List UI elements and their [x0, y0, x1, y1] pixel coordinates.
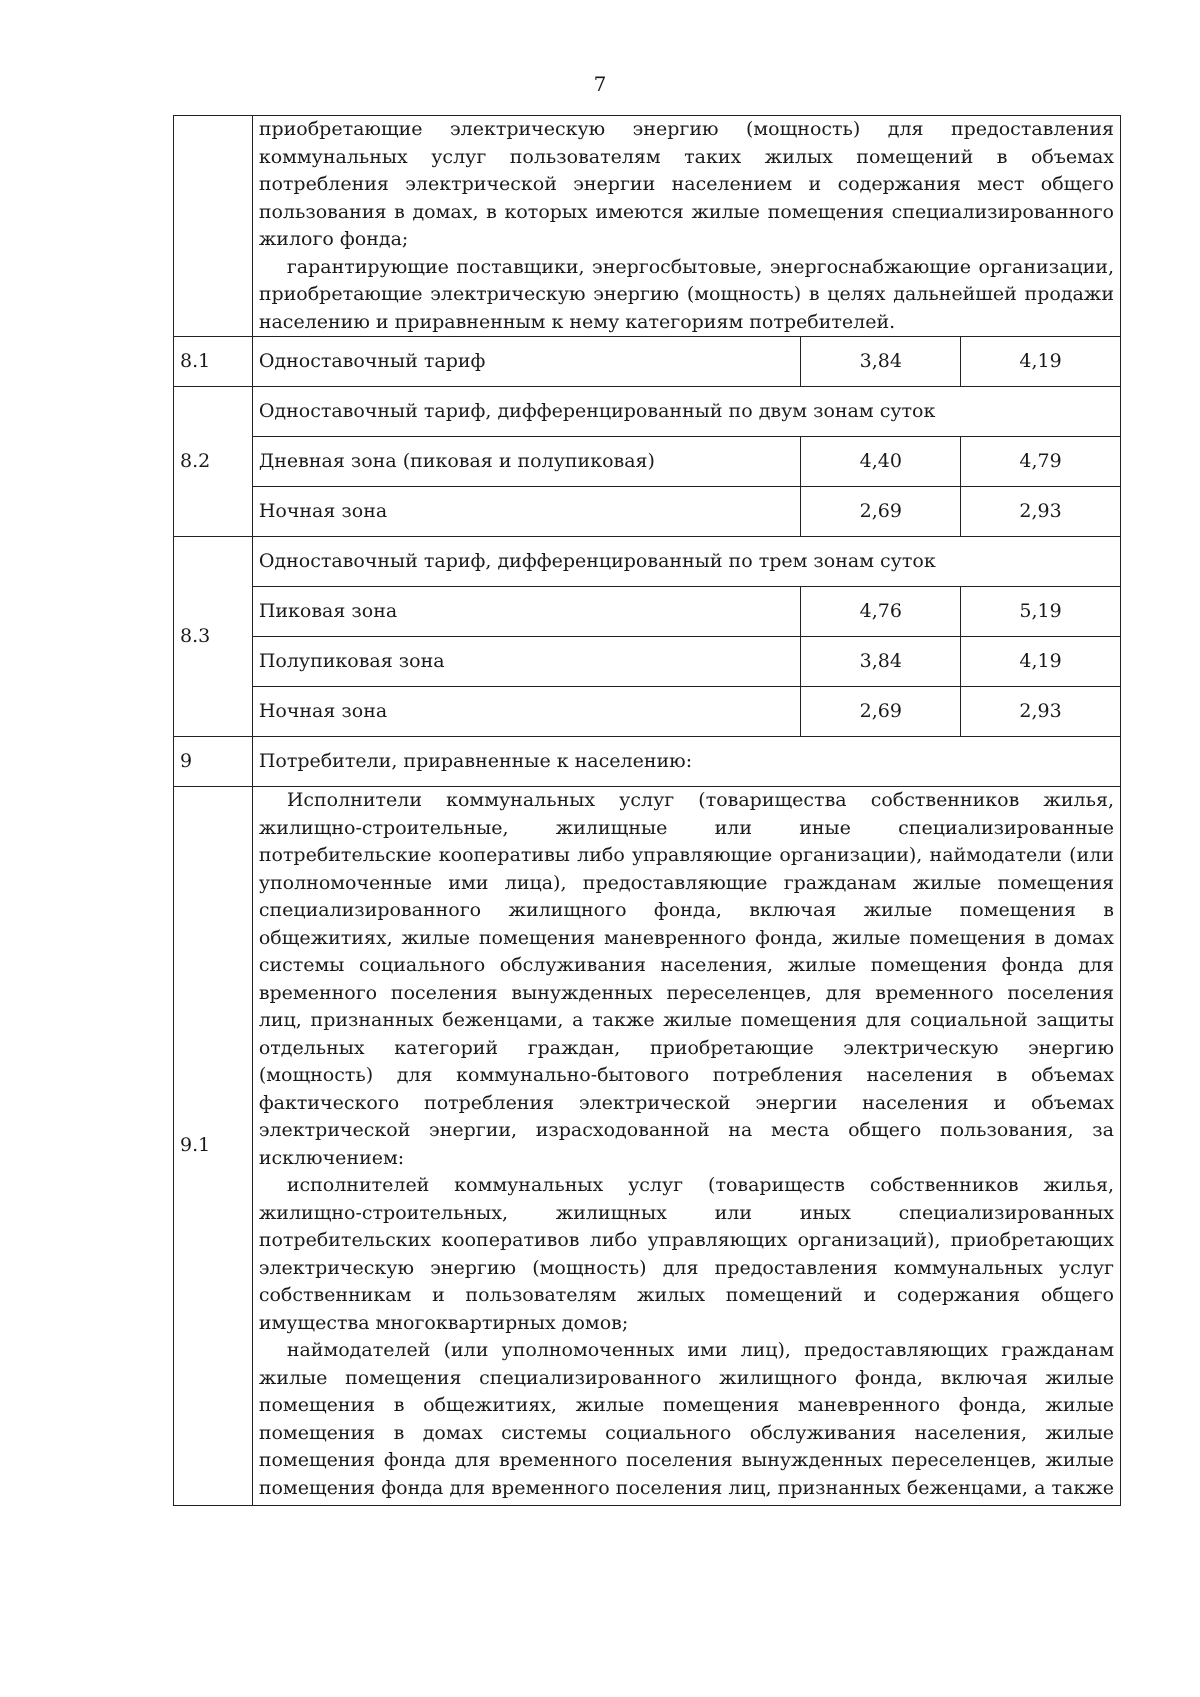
value-cell: 4,40: [801, 437, 961, 487]
value-cell: 5,19: [961, 587, 1121, 637]
table-row: [174, 116, 1121, 337]
row-label: Одноставочный тариф: [252, 337, 801, 387]
section-paragraph: наймодателей (или уполномоченных ими лиц), предоставляющих гражданам жилые помещения специализированного жилищного фонда, включая жилые помещения в общежитиях, жилые помещения маневренного фонда, жилые помещения в домах системы социального обслуживания населения, жилые помещения фонда для временного поселения вынужденных переселенцев, жилые помещения фонда для временного поселения лиц, признанных беженцами, а также: [258, 1339, 1114, 1499]
table-row: [174, 637, 1121, 687]
zone-label: Полупиковая зона: [252, 637, 801, 687]
zone-label: Ночная зона: [252, 487, 801, 537]
value-cell: 4,79: [961, 437, 1121, 487]
table-row: [174, 487, 1121, 537]
row-number: 8.2: [174, 387, 253, 537]
page-number: 7: [593, 72, 607, 96]
value-cell: 3,84: [801, 637, 961, 687]
table-row: [174, 587, 1121, 637]
value-cell: 2,69: [801, 687, 961, 737]
table-row: [174, 337, 1121, 387]
row-number: 9: [174, 737, 253, 787]
intro-paragraph: гарантирующие поставщики, энергосбытовые, энергоснабжающие организации, приобретающие электрическую энергию (мощность) в целях дальнейшей продажи населению и приравненным к нему категориям потребителей.: [258, 255, 1114, 333]
section-paragraph: исполнителей коммунальных услуг (товариществ собственников жилья, жилищно-строительных, жилищных или иных специализированных потребительских кооперативов либо управляющих организаций), приобретающих электрическую энергию (мощность) для предоставления коммунальных услуг собственникам и пользователям жилых помещений и содержания общего имущества многоквартирных домов;: [258, 1174, 1114, 1334]
row-label: Одноставочный тариф, дифференцированный по трем зонам суток: [252, 537, 1120, 587]
row-number: 9.1: [174, 787, 253, 1506]
intro-paragraph: приобретающие электрическую энергию (мощность) для предоставления коммунальных услуг пользователям таких жилых помещений в объемах потребления электрической энергии населением и содержания мест общего пользования в домах, в которых имеются жилые помещения специализированного жилого фонда;: [258, 118, 1114, 250]
row-number: 8.1: [174, 337, 253, 387]
row-label: Одноставочный тариф, дифференцированный по двум зонам суток: [252, 387, 1120, 437]
value-cell: 2,93: [961, 487, 1121, 537]
table-row: [174, 537, 1121, 587]
table-row: [174, 437, 1121, 487]
zone-label: Пиковая зона: [252, 587, 801, 637]
row-number-cell: [174, 116, 253, 337]
table-row: [174, 787, 1121, 1506]
row-label: Потребители, приравненные к населению:: [252, 737, 1120, 787]
table-row: [174, 737, 1121, 787]
intro-text-cell: [252, 116, 1120, 337]
table-row: [174, 687, 1121, 737]
section-text-cell: [252, 787, 1120, 1506]
zone-label: Дневная зона (пиковая и полупиковая): [252, 437, 801, 487]
row-number: 8.3: [174, 537, 253, 737]
value-cell: 2,69: [801, 487, 961, 537]
table-row: [174, 387, 1121, 437]
value-cell: 4,19: [961, 637, 1121, 687]
value-cell: 4,19: [961, 337, 1121, 387]
value-cell: 2,93: [961, 687, 1121, 737]
zone-label: Ночная зона: [252, 687, 801, 737]
value-cell: 4,76: [801, 587, 961, 637]
tariff-table: [173, 115, 1121, 1506]
value-cell: 3,84: [801, 337, 961, 387]
section-paragraph: Исполнители коммунальных услуг (товарищества собственников жилья, жилищно-строительные, жилищные или иные специализированные потребительские кооперативы либо управляющие организации), наймодатели (или уполномоченные ими лица), предоставляющие гражданам жилые помещения специализированного жилищного фонда, включая жилые помещения в общежитиях, жилые помещения маневренного фонда, жилые помещения в домах системы социального обслуживания населения, жилые помещения фонда для временного поселения вынужденных переселенцев, для временного поселения лиц, признанных беженцами, а также жилые помещения для социальной защиты отдельных категорий граждан, приобретающие электрическую энергию (мощность) для коммунально-бытового потребления населения в объемах фактического потребления электрической энергии населения и объемах электрической энергии, израсходованной на места общего пользования, за исключением:: [258, 789, 1114, 1169]
